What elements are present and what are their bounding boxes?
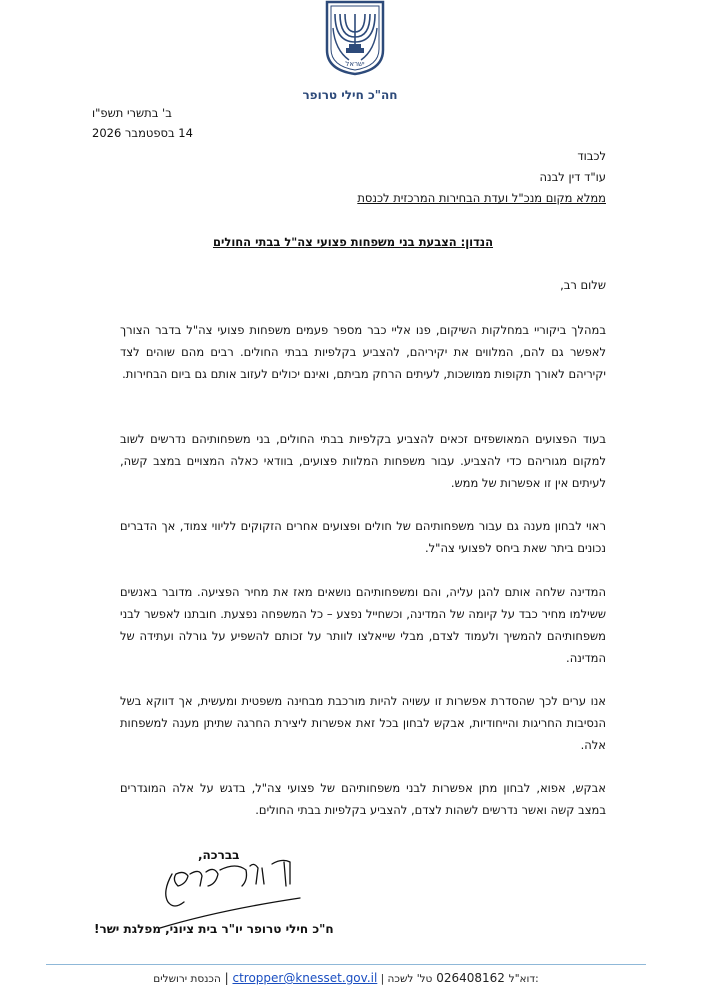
body-paragraph: ראוי לבחון מענה גם עבור משפחותיהם של חולים ופצועים אחרים הזקוקים לליווי צמוד, אך הדברים נכונים ביתר שאת ביחס לפצועי צה"ל.	[120, 519, 606, 555]
footer-email-link[interactable]: ctropper@knesset.gov.il	[232, 971, 378, 985]
recipient-title: ממלא מקום מנכ"ל ועדת הבחירות המרכזית לכנסת	[357, 191, 606, 205]
recipient-name: עו"ד דין לבנה	[539, 170, 606, 184]
footer-separator: |	[220, 971, 233, 985]
footer-phone: 026408162	[436, 971, 505, 985]
letter-subject: הנדון: הצבעת בני משפחות פצועי צה"ל בבתי החולים	[212, 235, 494, 249]
emblem-text: ישראל	[345, 60, 365, 68]
body-paragraph: המדינה שלחה אותם להגן עליה, והם ומשפחותיהם נושאים מאז את מחיר הפציעה. מדובר באנשים ששילמו מחיר כבד על קיומה של המדינה, וכשחייל נפצע – כל המשפחה נפצעת. חובתנו לאפשר לבני משפחותיהם להמשיך ולעמוד לצדם, מבלי שייאלצו לוותר על זכותם להשפיע על גורלה ועתידה של המדינה.	[120, 585, 606, 665]
hebrew-date: ב' בתשרי תשפ"ו	[92, 106, 172, 120]
closing: בברכה,	[198, 848, 240, 862]
gregorian-date: 14 בספטמבר 2026	[92, 126, 193, 140]
greeting: שלום רב,	[560, 278, 606, 292]
footer-divider	[46, 964, 646, 965]
footer-phone-label: טל' לשכה:	[387, 973, 539, 985]
body-paragraph: בעוד הפצועים המאושפזים זכאים להצביע בקלפיות בבתי החולים, בני משפחותיהם נדרשים לשוב למקום מגוריהם כדי להצביע. עבור משפחות המלוות פצועים, בוודאי כאלה המצויים במצב קשה, לעיתים אין זו אפשרות של ממש.	[120, 432, 606, 490]
footer-contact	[46, 971, 646, 985]
handwritten-signature	[150, 840, 310, 930]
signer-name: ח"כ חילי טרופר יו"ר בית ציוני, מפלגת ישר!	[94, 922, 334, 936]
body-paragraph: במהלך ביקוריי במחלקות השיקום, פנו אליי כבר מספר פעמים משפחות פצועי צה"ל בדבר הצורך לאפשר גם להם, המלווים את יקיריהם, להצביע בקלפיות בבתי החולים. רבים מהם שוהים לצד יקיריהם לאורך תקופות ממושכות, לעיתים הרחק מביתם, ואינם יכולים לעזוב אותם גם ביום הבחירות.	[120, 323, 606, 381]
recipient-salutation: לכבוד	[577, 149, 606, 163]
footer-location: הכנסת ירושלים	[153, 973, 221, 985]
israel-emblem-icon	[323, 0, 387, 76]
footer-email-label: | דוא"ל	[377, 973, 536, 985]
sender-name: חה"כ חילי טרופר	[302, 88, 398, 102]
body-paragraph: אנו ערים לכך שהסדרת אפשרות זו עשויה להיות מורכבת מבחינה משפטית ומעשית, אך דווקא בשל הנסיבות החריגות והייחודיות, אבקש לבחון בכל זאת אפשרות ליצירת החרגה שתיתן מענה למשפחות אלה.	[120, 694, 606, 752]
body-paragraph: אבקש, אפוא, לבחון מתן אפשרות לבני משפחותיהם של פצועי צה"ל, בדגש על אלה המוגדרים במצב קשה ואשר נדרשים לשהות לצדם, להצביע בקלפיות בבתי החולים.	[120, 781, 606, 817]
